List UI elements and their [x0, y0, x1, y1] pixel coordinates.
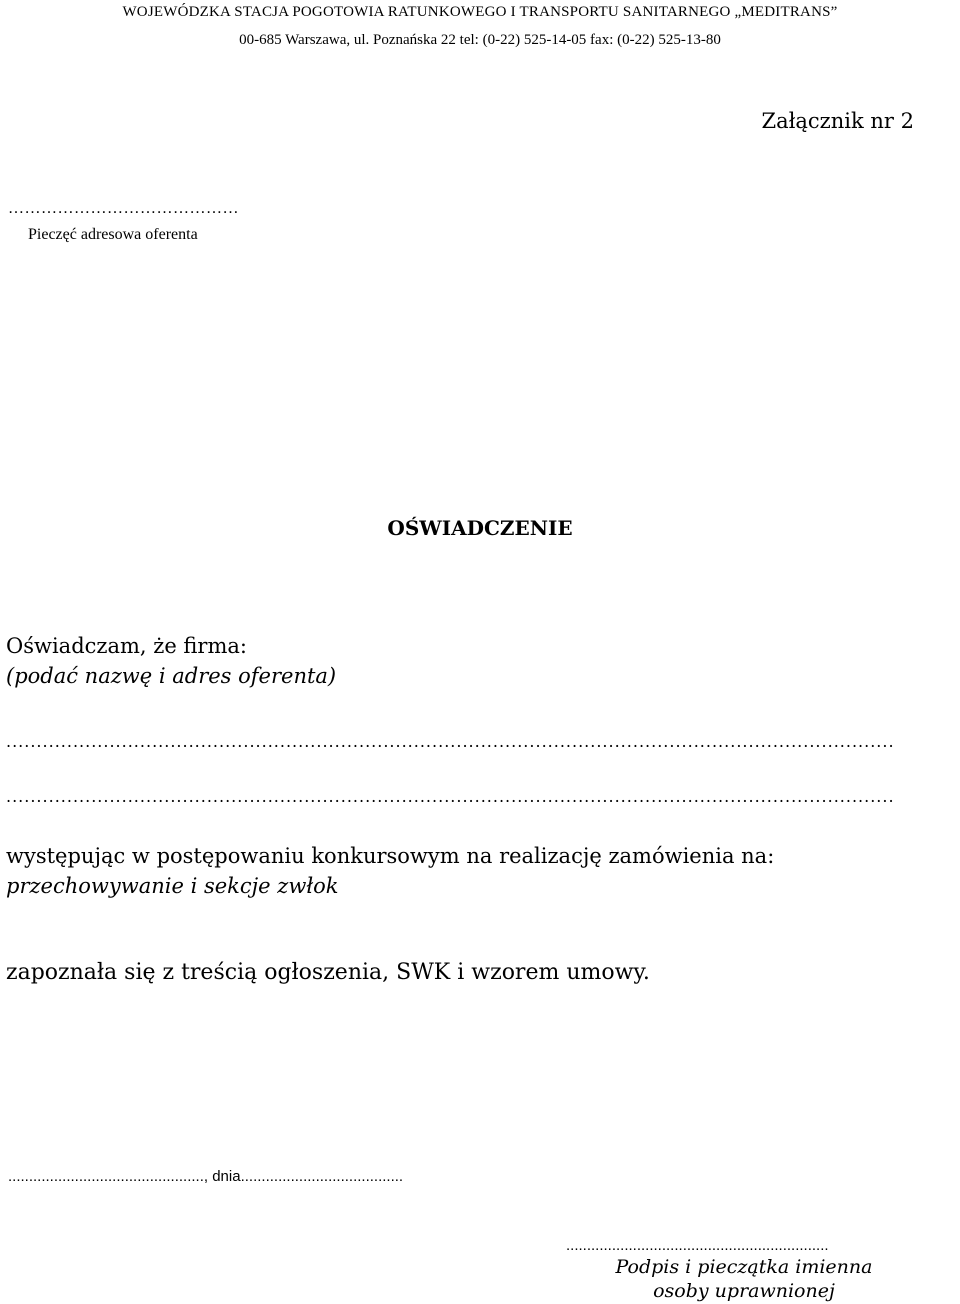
company-fill-line-2: .................................................................................................................................................. [6, 787, 895, 806]
stamp-label: Pieczęć adresowa oferenta [28, 226, 198, 243]
annex-number: Załącznik nr 2 [761, 109, 914, 133]
procedure-subject: przechowywanie i sekcje zwłok [6, 874, 339, 898]
signature-label-line-2: osoby uprawnionej [653, 1280, 835, 1302]
signature-dots: ............................................................... [566, 1237, 829, 1254]
company-fill-line-1: .................................................................................................................................................. [6, 732, 895, 751]
procedure-text: występując w postępowaniu konkursowym na realizację zamówienia na: [6, 844, 775, 868]
acknowledgement-text: zapoznała się z treścią ogłoszenia, SWK i wzorem umowy. [6, 960, 650, 985]
declaration-hint: (podać nazwę i adres oferenta) [6, 664, 337, 688]
declaration-intro: Oświadczam, że firma: [6, 634, 247, 658]
place-date-line: ..............................................., dnia....................................... [8, 1168, 404, 1185]
organization-name: WOJEWÓDZKA STACJA POGOTOWIA RATUNKOWEGO I TRANSPORTU SANITARNEGO „MEDITRANS” [122, 4, 838, 20]
organization-address: 00-685 Warszawa, ul. Poznańska 22 tel: (0-22) 525-14-05 fax: (0-22) 525-13-80 [239, 32, 721, 48]
document-title: OŚWIADCZENIE [387, 516, 573, 540]
stamp-placeholder-dots: …………………………………… [8, 200, 239, 217]
signature-label-line-1: Podpis i pieczątka imienna [615, 1256, 873, 1278]
